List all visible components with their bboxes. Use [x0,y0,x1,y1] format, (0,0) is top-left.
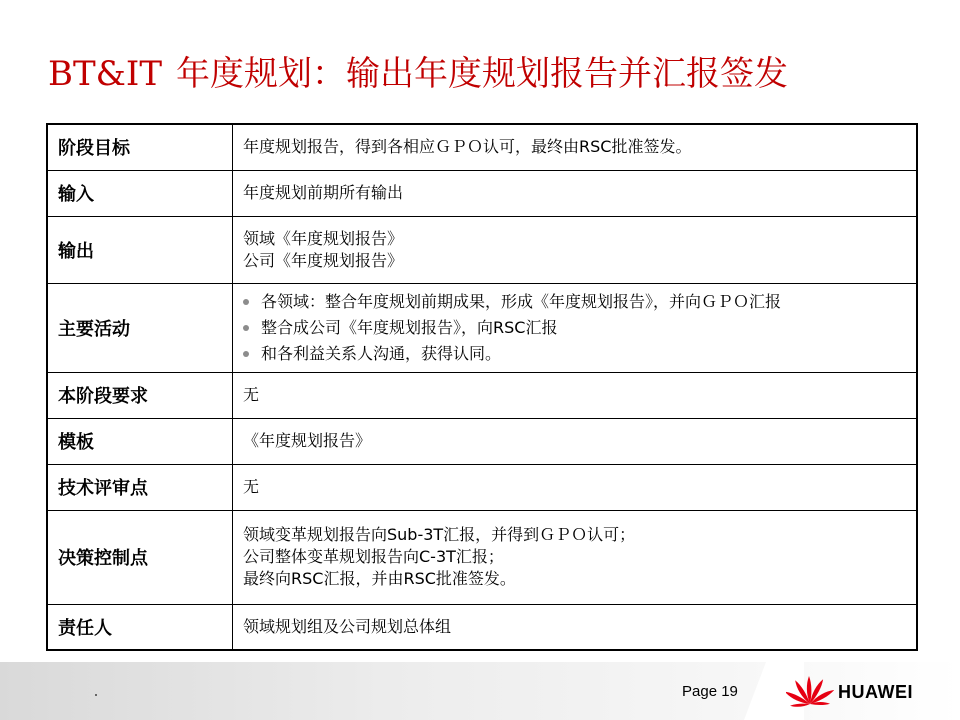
value-line: 领域规划组及公司规划总体组 [243,616,452,636]
row-value [233,604,918,650]
value-line: 领域《年度规划报告》 [243,228,404,248]
row-label: 责任人 [47,604,233,650]
value-line: 领域变革规划报告向Sub-3T汇报，并得到ＧＰＯ认可； [243,525,636,544]
row-value [233,372,918,418]
bullet-item [243,289,906,315]
footer-dot [95,694,97,696]
bullet-dot-icon [243,351,249,357]
row-label: 技术评审点 [47,464,233,510]
row-label: 决策控制点 [47,510,233,604]
process-table [46,123,918,651]
row-label: 模板 [47,418,233,464]
bullet-text: 和各利益关系人沟通，获得认同。 [261,343,502,363]
title-main: 年度规划：输出年度规划报告并汇报签发 [176,54,789,94]
row-label: 本阶段要求 [47,372,233,418]
table-row [47,510,917,604]
table-row [47,124,917,170]
row-label: 输出 [47,216,233,283]
row-value [233,510,918,604]
value-line: 公司《年度规划报告》 [243,250,404,270]
bullet-text: 各领域：整合年度规划前期成果，形成《年度规划报告》，并向ＧＰＯ汇报 [261,291,782,311]
huawei-logo-icon [786,670,834,714]
row-value [233,418,918,464]
row-value [233,283,918,372]
table-row [47,216,917,283]
value-line: 年度规划报告，得到各相应ＧＰＯ认可，最终由RSC批准签发。 [243,137,692,157]
slide-title [48,52,788,96]
huawei-brand-text: HUAWEI [838,682,913,702]
table-row [47,170,917,216]
title-prefix: BT&IT [48,54,163,94]
bullet-dot-icon [243,325,249,331]
value-line: 无 [243,477,260,496]
row-value [233,464,918,510]
value-line: 年度规划前期所有输出 [243,183,404,202]
table-row [47,283,917,372]
bullet-item [243,341,906,367]
table-row [47,372,917,418]
row-value [233,216,918,283]
table-row [47,604,917,650]
page-number: Page 19 [682,683,738,700]
value-line: 最终向RSC汇报，并由RSC批准签发。 [243,569,516,588]
value-line: 公司整体变革规划报告向C-3T汇报； [243,547,504,566]
row-label: 主要活动 [47,283,233,372]
row-value [233,124,918,170]
row-label: 输入 [47,170,233,216]
row-label: 阶段目标 [47,124,233,170]
value-line: 《年度规划报告》 [243,431,372,450]
row-value [233,170,918,216]
bullet-item [243,315,906,341]
bullet-text: 整合成公司《年度规划报告》，向RSC汇报 [261,317,558,337]
bullet-dot-icon [243,299,249,305]
table-row [47,464,917,510]
value-line: 无 [243,385,260,404]
table-row [47,418,917,464]
